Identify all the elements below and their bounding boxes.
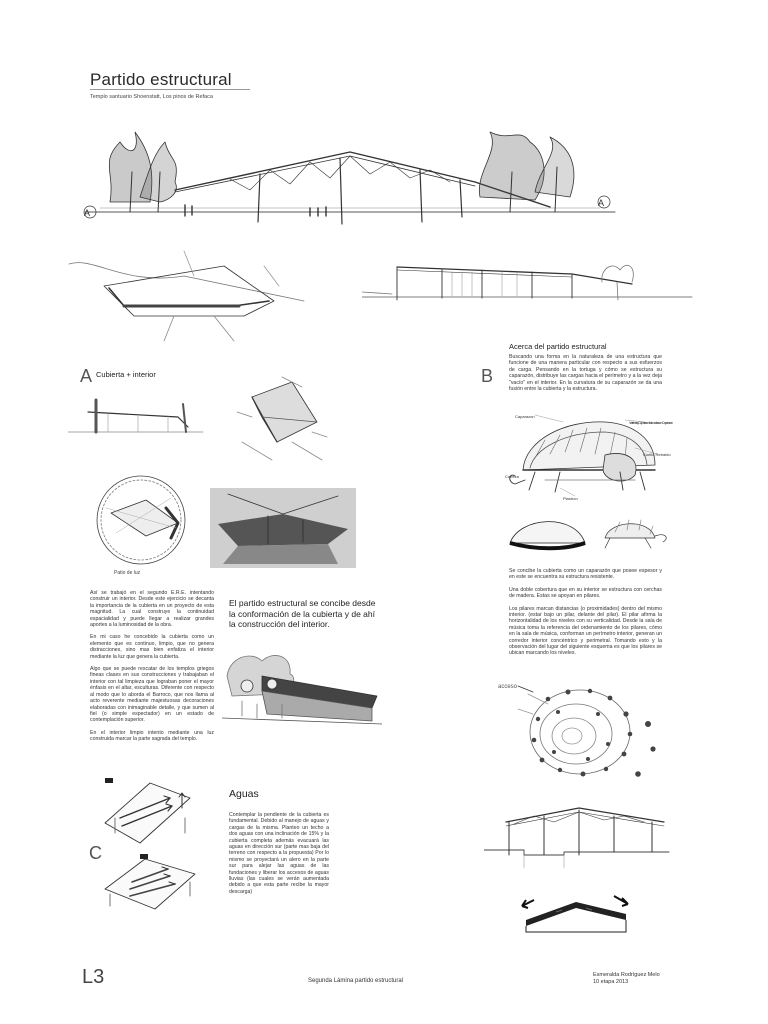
side-elevation-sketch — [362, 252, 702, 312]
sheet-number: L3 — [82, 966, 105, 988]
author-name: Esmeralda Rodríguez Melo — [593, 972, 660, 978]
author-block — [593, 972, 660, 986]
section-c-letter: C — [89, 843, 102, 863]
turtle-anatomy-sketch — [505, 410, 675, 505]
section-b-p1: Se concibe la cubierta como un caparazón que posee espesor y en este se encuentra su estructura resistente. — [509, 568, 662, 581]
author-date: 10 etapa 2013 — [593, 979, 629, 985]
sketch-circular-plan — [86, 468, 196, 578]
aguas-title: Aguas — [229, 788, 259, 800]
site-levels-sketch — [488, 674, 668, 792]
section-a-p2: En mi caso he concebido la cubierta como un elemento que es continuo, limpio, que no genera distracciones, sino mas bien enfatiza el interior mediante la luz que genera la cubierta. — [90, 634, 214, 660]
section-a-letter: A — [80, 366, 93, 386]
section-b-paragraphs — [509, 568, 662, 663]
section-marker-left: A — [84, 208, 91, 218]
section-a-p4: En el interior limpio intento mediante una luz construida marcar la parte sagrada del templo. — [90, 729, 214, 743]
turtle-label-plastron: Plastron — [563, 496, 578, 501]
section-b-p2: Una doble cobertura que en su interior se estructura con cerchas de madera. Estas se apoyan en pilares. — [509, 586, 662, 600]
section-b-intro: Buscando una forma en la naturaleza de una estructura que funcione de una manera particular con respecto a sus esfuerzos de carga. Pensando en la tortuga y cómo se estructura su caparazón, distribuye las cargas hacia el perímetro y a la vez deja "vacío" en el interior. En la curvatura de su caparazón se da una fusión entre la cubierta y la estructura. — [509, 354, 662, 393]
sketch-interior-elevation — [68, 392, 208, 442]
turtle-label-vertebras: Vertebras y Caparazon fusionadas con Caparazon — [629, 421, 673, 425]
roof-drainage-sketch-bottom — [100, 854, 200, 914]
section-a-p3: Algo que se puede rescatar de los templos griegos fineas clases en sus construcciones y trabajaban el interior con tal limpieza que lograban poner el mayor énfasis en el altar, esculturas. Diferente con respecto al modo que lo aborda el Barroco, que nos llama al acto reverente mediante majestuosas decoraciones elaboradas con inimaginable detalle, y que sumen al fiel (o simple espectador) en un estado de contemplación superior. — [90, 666, 214, 724]
sheet-title: Segunda Lámina partido estructural — [308, 978, 404, 984]
roof-section-drainage-sketch — [516, 890, 636, 935]
roof-perspective-sketch — [64, 246, 314, 346]
section-b-letter: B — [481, 366, 494, 386]
page-title: Partido estructural — [90, 70, 232, 89]
section-a-paragraphs — [90, 590, 214, 749]
turtle-label-caparazon: Caparazon — [515, 414, 535, 419]
circle-plan-caption: Patio de luz — [114, 570, 141, 576]
aguas-body: Contemplar la pendiente de la cubierta es fundamental. Debido al manejo de aguas y cargas de la misma. Planteo un techo a dos aguas con una inclinación de 15% y la cubierta completa además evacuará las aguas en dirección sur (parte mas baja del terreno con respecto a la propuesta) Por lo mismo se proyectará un alero en la parte sur para alejar las aguas de las fundaciones y liberar los accesos de aguas lluvias (las cuales se verán aumentada debido a que esta parte recibe la mayor descarga) — [229, 812, 329, 895]
section-b-heading: Acerca del partido estructural — [509, 342, 607, 351]
roof-trees-perspective-sketch — [222, 646, 382, 726]
turtle-label-cuello: Cuello Retraido — [643, 452, 671, 457]
title-underline — [90, 89, 250, 90]
section-a-label: Cubierta + interior — [96, 370, 156, 379]
section-marker-right: A — [598, 198, 605, 208]
roof-drainage-sketch-top — [100, 778, 200, 848]
sketch-interior-perspective — [208, 484, 358, 574]
acceso-label: acceso — [498, 684, 518, 690]
sketch-roof-volume — [232, 372, 332, 462]
turtle-label-cabeza: Cabeza — [505, 474, 519, 479]
section-b-p3: Los pilares marcan distancias (o proximidades) dentro del mismo interior. (estar bajo un pilar, delante del pilar). El pilar afirma la horizontalidad de los niveles con su verticalidad. Desde la sala de música toma la referencia del ordenamiento de los pilares, cómo en la sala de música, conforman un perímetro interior, generan un corredor interior concéntrico y perimetral. Tomando esto y la observación del lugar del siguiente esquema es que los pilares se ubican marcando los niveles. — [509, 605, 662, 657]
shell-turtle-comparison-sketch — [505, 508, 675, 558]
section-a-p1: Así se trabajó en el segundo E.R.E. intentando construir un interior. Desde este ejercicio se decanta la importancia de la cubierta en un proyecto de esta magnitud. La cual construye la continuidad espacialidad y puede llegar a realizar grandes aportes a la luminosidad de la obra. — [90, 590, 214, 629]
structural-concept-callout: El partido estructural se concibe desde la conformación de la cubierta y de ahí la construcción del interior. — [229, 598, 376, 629]
elevation-sketch — [80, 112, 620, 242]
section-cut-sketch — [484, 800, 674, 870]
page-subtitle: Templo santuario Shoenstatt, Los pinos de Refaca — [90, 94, 213, 100]
